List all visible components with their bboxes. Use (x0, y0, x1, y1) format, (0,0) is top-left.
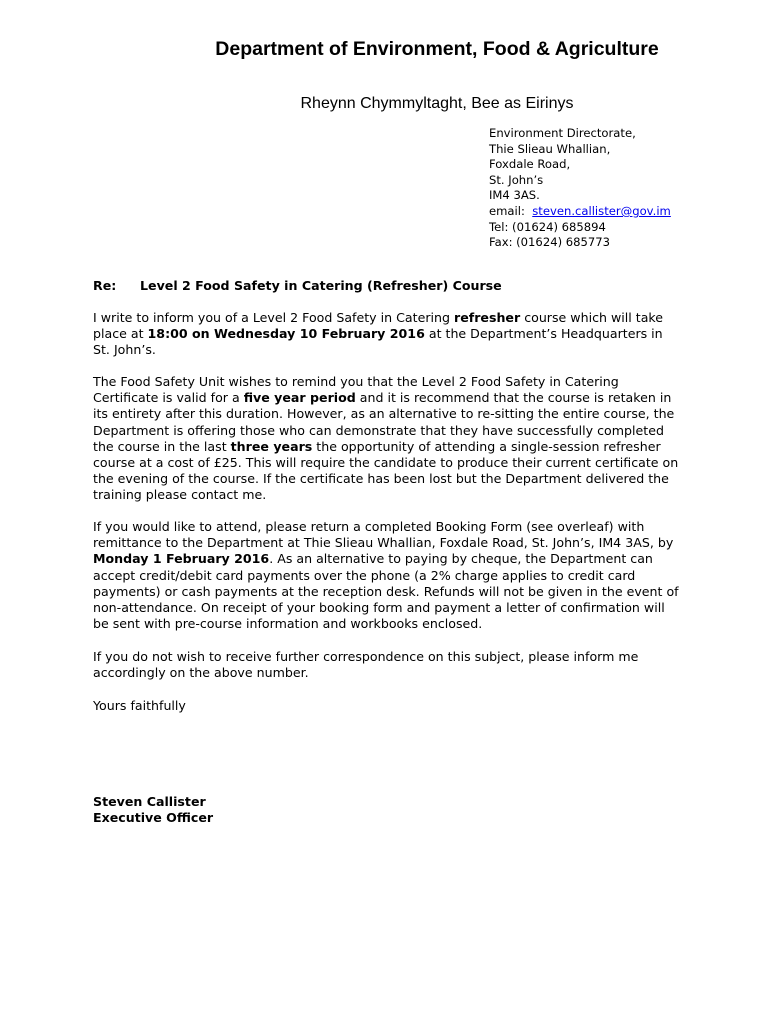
text-segment: the opportunity of attending a single-session refresher (312, 438, 661, 454)
text-line (93, 600, 679, 616)
text-segment: and it is recommend that the course is retaken in (355, 390, 672, 406)
address-line: St. John’s (489, 172, 544, 187)
text-line (93, 390, 678, 406)
text-line (93, 616, 679, 632)
email-line (489, 204, 671, 220)
tel-line: Tel: (01624) 685894 (489, 219, 606, 234)
text-segment: place at (93, 326, 148, 342)
bold-text: Monday 1 February 2016 (93, 551, 270, 567)
address-line: Thie Slieau Whallian, (489, 141, 611, 156)
address-line: Environment Directorate, (489, 126, 636, 140)
text-segment: . As an alternative to paying by cheque, the Department can (269, 551, 653, 567)
email-link[interactable]: steven.callister@gov.im (532, 203, 671, 218)
signatory-role: Executive Officer (93, 810, 214, 826)
text-segment: remittance to the Department at Thie Slieau Whallian, Foxdale Road, St. John’s, IM4 3AS, by (93, 535, 674, 551)
paragraph (93, 519, 679, 632)
text-line (93, 665, 638, 681)
text-segment: course which will take (520, 310, 664, 325)
signature-block (93, 794, 213, 826)
text-line (93, 326, 663, 342)
text-line (93, 649, 638, 665)
text-line (93, 519, 679, 535)
text-segment: its entirety after this duration. However, as an alternative to re-sitting the entire course, the (93, 406, 675, 422)
bold-text: 18:00 on Wednesday 10 February 2016 (147, 326, 425, 342)
text-line (93, 406, 678, 422)
email-label: email: (489, 203, 525, 218)
bold-text: five year period (243, 390, 356, 406)
fax-line: Fax: (01624) 685773 (489, 235, 611, 250)
department-title: Department of Environment, Food & Agriculture (215, 38, 659, 60)
paragraph (93, 310, 663, 359)
text-line (93, 551, 679, 567)
text-segment: If you do not wish to receive further correspondence on this subject, please inform me (93, 649, 639, 664)
text-segment: accordingly on the above number. (93, 665, 309, 681)
text-segment: accept credit/debit card payments over the phone (a 2% charge applies to credit card (93, 567, 636, 583)
text-line (93, 471, 678, 487)
paragraph (93, 374, 678, 504)
address-block (489, 126, 671, 251)
text-segment: St. John’s. (93, 342, 156, 358)
text-segment: the evening of the course. If the certificate has been lost but the Department delivered the (93, 471, 669, 487)
text-line (93, 568, 679, 584)
text-segment: training please contact me. (93, 487, 267, 503)
text-line (93, 374, 678, 390)
subject-line (93, 278, 502, 293)
address-line: Foxdale Road, (489, 157, 571, 172)
text-segment: If you would like to attend, please return a completed Booking Form (see overleaf) with (93, 519, 645, 534)
address-line: IM4 3AS. (489, 188, 540, 203)
text-line (93, 439, 678, 455)
text-line (93, 487, 678, 503)
text-line (93, 310, 663, 326)
re-label: Re: (93, 278, 117, 293)
text-line (93, 423, 678, 439)
text-segment: payments) or cash payments at the reception desk. Refunds will not be given in the event of (93, 583, 679, 599)
signatory-name: Steven Callister (93, 794, 206, 809)
text-segment: I write to inform you of a Level 2 Food Safety in Catering (93, 310, 454, 325)
text-segment: Certificate is valid for a (93, 390, 244, 406)
text-segment: at the Department’s Headquarters in (424, 326, 663, 342)
text-segment: Yours faithfully (93, 698, 186, 713)
text-line (93, 535, 679, 551)
text-segment: be sent with pre-course information and workbooks enclosed. (93, 616, 483, 632)
subject-text: Level 2 Food Safety in Catering (Refresher) Course (140, 278, 502, 293)
text-line (93, 698, 186, 714)
text-segment: the course in the last (93, 438, 231, 454)
department-subtitle: Rheynn Chymmyltaght, Bee as Eirinys (300, 95, 574, 112)
paragraph (93, 698, 186, 714)
text-segment: non-attendance. On receipt of your booking form and payment a letter of confirmation will (93, 600, 665, 616)
text-segment: course at a cost of £25. This will require the candidate to produce their current certificate on (93, 455, 679, 471)
text-line (93, 342, 663, 358)
paragraph (93, 649, 638, 681)
text-segment: The Food Safety Unit wishes to remind you that the Level 2 Food Safety in Catering (93, 374, 619, 389)
text-segment: Department is offering those who can demonstrate that they have successfully completed (93, 422, 664, 438)
text-line (93, 455, 678, 471)
bold-text: refresher (453, 310, 521, 325)
bold-text: three years (230, 438, 313, 454)
text-line (93, 584, 679, 600)
